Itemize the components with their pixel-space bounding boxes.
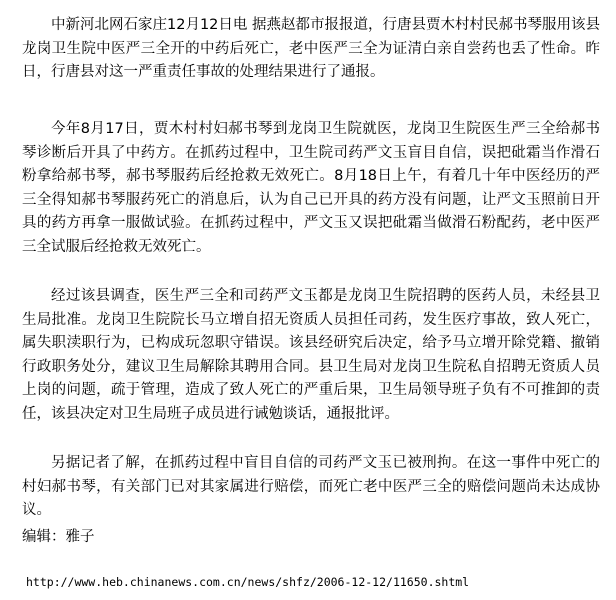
editor-credit: 编辑：雅子 xyxy=(22,529,95,545)
source-url-link[interactable]: http://www.heb.chinanews.com.cn/news/shfz/2006-12-12/11650.shtml xyxy=(26,575,470,589)
article-paragraph-investigation: 经过该县调查，医生严三全和司药严文玉都是龙岗卫生院招聘的医药人员，未经县卫生局批准。龙岗卫生院院长马立增自招无资质人员担任司药，发生医疗事故，致人死亡，属失职渎职行为，已构成玩忽职守错误。该县经研究后决定，给予马立增开除党籍、撤销行政职务处分，建议卫生局解除其聘用合同。县卫生局对龙岗卫生院私自招聘无资质人员上岗的问题，疏于管理，造成了致人死亡的严重后果，卫生局领导班子负有不可推卸的责任，该县决定对卫生局班子成员进行诫勉谈话，通报批评。 xyxy=(22,288,600,422)
article-paragraph-incident: 今年8月17日，贾木村村妇郝书琴到龙岗卫生院就医，龙岗卫生院医生严三全给郝书琴诊断后开具了中药方。在抓药过程中，卫生院司药严文玉盲目自信，误把砒霜当作滑石粉拿给郝书琴，郝书琴服药后经抢救无效死亡。8月18日上午，有着几十年中医经历的严三全得知郝书琴服药死亡的消息后，认为自己已开具的药方没有问题，让严文玉照前日开具的药方再拿一服做试验。在抓药过程中，严文玉又误把砒霜当做滑石粉配药，老中医严三全试服后经抢救无效死亡。 xyxy=(22,121,600,255)
article-paragraph-followup: 另据记者了解，在抓药过程中盲目自信的司药严文玉已被刑拘。在这一事件中死亡的村妇郝书琴，有关部门已对其家属进行赔偿，而死亡老中医严三全的赔偿问题尚未达成协议。 xyxy=(22,455,600,518)
article-paragraph-lead: 中新河北网石家庄12月12日电 据燕赵都市报报道，行唐县贾木村村民郝书琴服用该县龙岗卫生院中医严三全开的中药后死亡，老中医严三全为证清白亲自尝药也丢了性命。昨日，行唐县对这一严重责任事故的处理结果进行了通报。 xyxy=(22,17,601,80)
